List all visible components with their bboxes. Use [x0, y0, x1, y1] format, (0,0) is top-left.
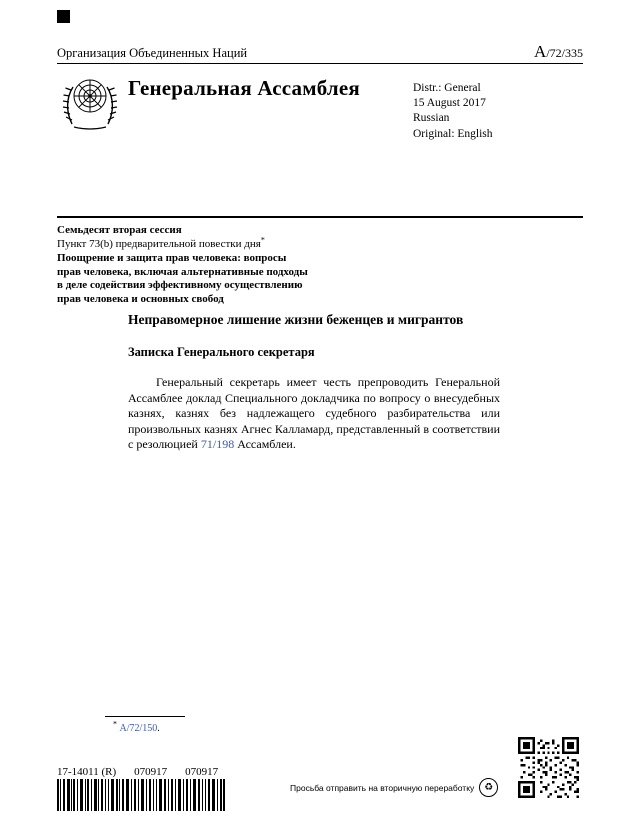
job-date-1: 070917: [134, 766, 168, 778]
language-line: Russian: [413, 112, 450, 125]
recycle-notice: [290, 778, 498, 797]
footnote-separator: [105, 716, 185, 717]
recycle-text: Просьба отправить на вторичную переработку: [290, 782, 475, 793]
masthead-rule: [57, 63, 583, 64]
resolution-link[interactable]: 71/198: [200, 437, 235, 452]
barcode-image: [57, 779, 225, 811]
masthead-row: [57, 42, 583, 62]
recycle-icon: ♻: [479, 778, 498, 797]
report-subtitle: Записка Генерального секретаря: [128, 345, 315, 359]
footnote-document-link[interactable]: A/72/150: [119, 723, 158, 734]
session-block: [57, 224, 309, 307]
original-language-line: Original: English: [413, 127, 493, 140]
masthead-marker: [57, 10, 70, 23]
footnote-suffix: .: [157, 723, 160, 734]
paragraph-text-after-link: Ассамблеи.: [234, 437, 296, 452]
paragraph-text-before-link: Генеральный секретарь имеет честь препроводить Генеральной Ассамблее доклад Специального докладчика по вопросу о внесудебных казнях, казнях без надлежащего судебного разбирательства или произвольных казнях Агнес Калламард, представленный в соответствии с резолюцией: [128, 375, 500, 452]
qr-code-image: [518, 737, 579, 798]
org-name: Организация Объединенных Наций: [57, 46, 248, 60]
job-number-line: [57, 766, 236, 778]
distr-line: Distr.: General: [413, 82, 481, 94]
agenda-item-line: Пункт 73(b) предварительной повестки дня*: [57, 235, 265, 250]
report-title: Неправомерное лишение жизни беженцев и мигрантов: [128, 312, 464, 327]
footnote-marker: *: [113, 719, 117, 729]
footnote: [113, 719, 160, 734]
assembly-title: Генеральная Ассамблея: [128, 76, 360, 100]
session-number: Семьдесят вторая сессия: [57, 224, 182, 236]
un-emblem-icon: [60, 70, 120, 132]
doc-symbol: [534, 42, 583, 62]
header-divider-rule: [57, 216, 583, 218]
job-number: 17-14011 (R): [57, 766, 117, 778]
doc-symbol-letter: A: [534, 42, 547, 61]
distribution-block: [413, 81, 493, 142]
doc-symbol-number: /72/335: [546, 46, 583, 60]
document-body: [128, 312, 500, 453]
date-line: 15 August 2017: [413, 97, 486, 110]
agenda-item-title: Поощрение и защита прав человека: вопросы прав человека, включая альтернативные подходы в деле содействия эффективному осуществлению прав человека и основных свобод: [57, 251, 308, 306]
report-paragraph: [128, 375, 500, 453]
job-date-2: 070917: [185, 766, 219, 778]
agenda-footnote-marker: *: [260, 235, 265, 245]
